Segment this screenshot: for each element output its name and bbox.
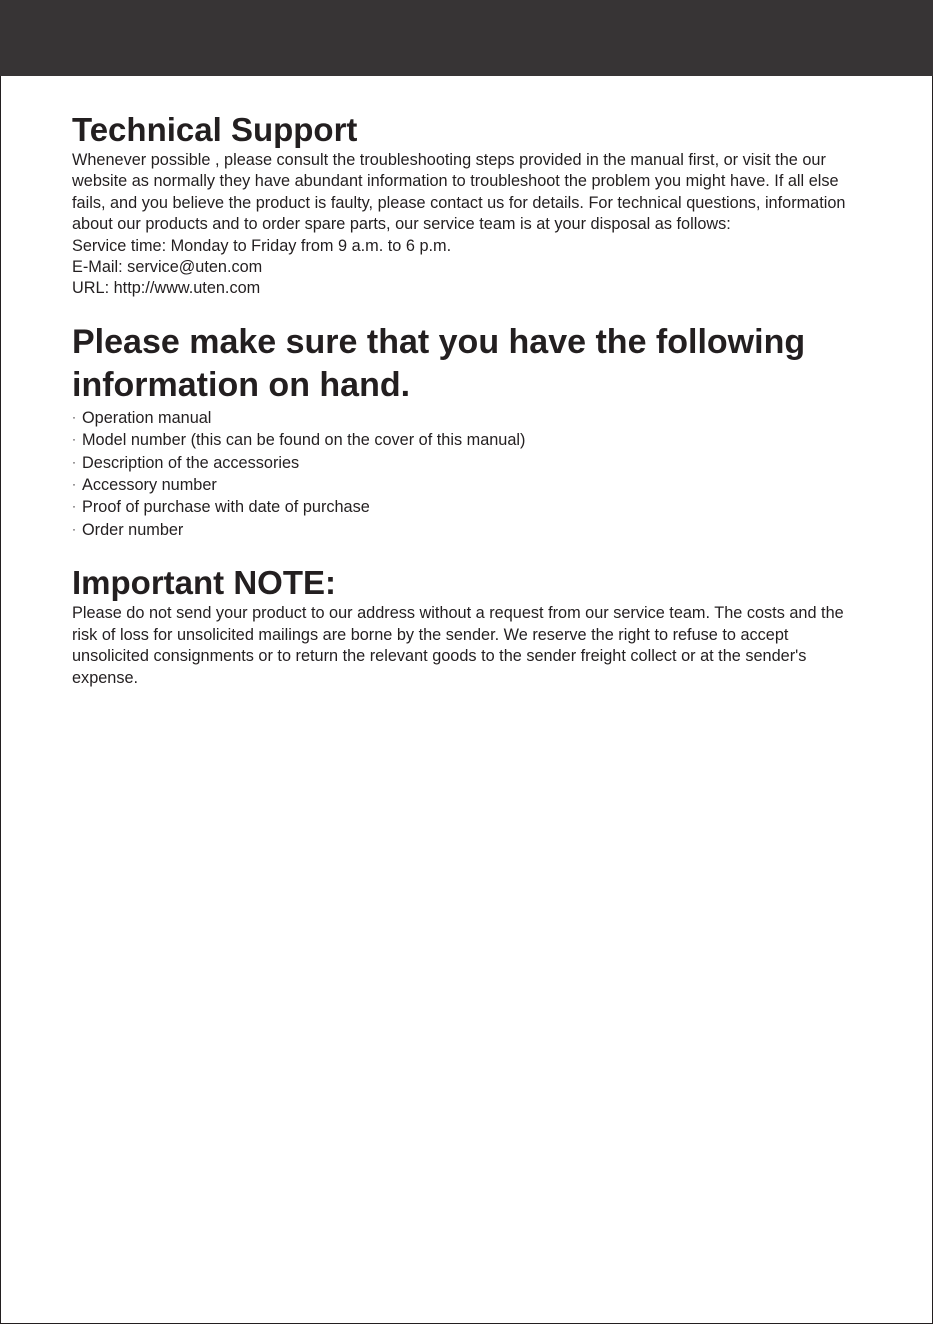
- list-item: [72, 452, 862, 474]
- list-item-text: Model number (this can be found on the cover of this manual): [82, 431, 526, 450]
- required-info-title: Please make sure that you have the following information on hand.: [72, 322, 806, 404]
- important-note-section: [72, 563, 862, 689]
- required-info-section: [72, 321, 862, 541]
- spacer: [72, 541, 862, 563]
- bullet-dot-icon: ·: [72, 454, 76, 469]
- list-item-text: Description of the accessories: [82, 453, 300, 472]
- list-item: [72, 407, 862, 429]
- list-item-text: Accessory number: [82, 476, 217, 495]
- required-info-list: [72, 407, 862, 541]
- bullet-dot-icon: ·: [72, 409, 76, 424]
- bullet-dot-icon: ·: [72, 521, 76, 536]
- service-url: URL: http://www.uten.com: [72, 279, 261, 298]
- list-item: [72, 496, 862, 518]
- bullet-dot-icon: ·: [72, 432, 76, 447]
- bullet-dot-icon: ·: [72, 499, 76, 514]
- list-item-text: Proof of purchase with date of purchase: [82, 498, 370, 517]
- service-time: Service time: Monday to Friday from 9 a.m. to 6 p.m.: [72, 236, 452, 255]
- list-item: [72, 429, 862, 451]
- important-note-title: Important NOTE:: [72, 564, 336, 602]
- important-note-paragraph: Please do not send your product to our address without a request from our service team. The costs and the risk of loss for unsolicited mailings are borne by the sender. We reserve the right to refuse to accept unsolicited consignments or to return the relevant goods to the sender freight collect or at the sender's expense.: [72, 604, 844, 687]
- technical-support-section: [72, 110, 862, 300]
- technical-support-paragraph: Whenever possible , please consult the troubleshooting steps provided in the manual first, or visit the our website as normally they have abundant information to troubleshoot the problem you might have. If all else fails, and you believe the product is faulty, please contact us for details. For technical questions, information about our products and to order spare parts, our service team is at your disposal as follows:: [72, 151, 846, 234]
- list-item: [72, 474, 862, 496]
- list-item-text: Order number: [82, 520, 184, 539]
- page-content: [72, 110, 862, 689]
- technical-support-title: Technical Support: [72, 111, 358, 148]
- service-email: E-Mail: service@uten.com: [72, 258, 263, 277]
- list-item: [72, 519, 862, 541]
- bullet-dot-icon: ·: [72, 477, 76, 492]
- spacer: [72, 300, 862, 321]
- header-band: [0, 0, 933, 76]
- list-item-text: Operation manual: [82, 408, 212, 427]
